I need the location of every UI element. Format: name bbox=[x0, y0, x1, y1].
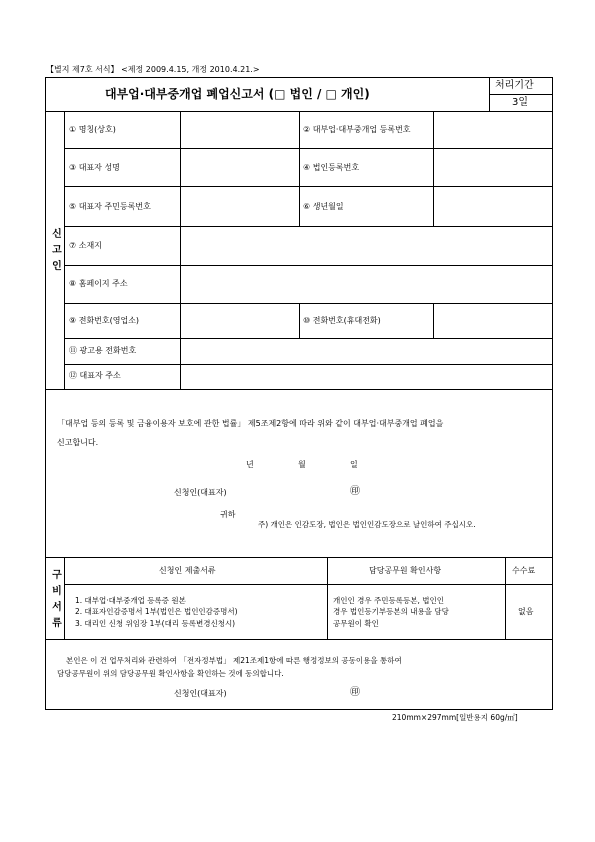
official-check-line: 개인인 경우 주민등록등본, 법인인 bbox=[333, 596, 444, 605]
advertising-phone-input[interactable] bbox=[181, 339, 552, 364]
submitted-doc-item: 3. 대리인 신청 위임장 1부(대리 등록변경신청시) bbox=[75, 619, 236, 628]
submitted-doc-item: 1. 대부업·대부중개업 등록증 원본 bbox=[75, 596, 186, 605]
fee-header: 수수료 bbox=[512, 566, 536, 575]
mobile-phone-input[interactable] bbox=[434, 304, 552, 338]
address-input[interactable] bbox=[181, 227, 552, 265]
seal-mark: ㊞ bbox=[350, 486, 360, 497]
consent-seal-mark: ㊞ bbox=[350, 687, 360, 698]
submitted-doc-item: 2. 대표자인감증명서 1부(법인은 법인인감증명서) bbox=[75, 607, 238, 616]
consent-signer-label: 신청인(대표자) bbox=[174, 689, 227, 698]
homepage-input[interactable] bbox=[181, 266, 552, 303]
business-name-input[interactable] bbox=[181, 112, 298, 148]
birth-date-input[interactable] bbox=[434, 187, 552, 226]
fee-value: 없음 bbox=[518, 607, 534, 616]
processing-period-value: 3일 bbox=[512, 97, 529, 108]
signer-label: 신청인(대표자) bbox=[174, 488, 227, 497]
field-representative-resident-number: ⑤ 대표자 주민등록번호 bbox=[69, 202, 151, 211]
consent-text-line2: 담당공무원이 위의 담당공무원 확인사항을 확인하는 것에 동의합니다. bbox=[57, 669, 284, 678]
field-registration-number: ② 대부업·대부중개업 등록번호 bbox=[303, 125, 411, 134]
declaration-text-line2: 신고합니다. bbox=[57, 438, 99, 447]
documents-fee-divider bbox=[505, 557, 506, 639]
field-homepage: ⑧ 홈페이지 주소 bbox=[69, 279, 128, 288]
form-title: 대부업·대부중개업 폐업신고서 (□ 법인 / □ 개인) bbox=[105, 87, 370, 101]
official-check-line: 경우 법인등기부등본의 내용을 담당 bbox=[333, 607, 449, 616]
mid-col-divider bbox=[299, 303, 300, 338]
field-representative-address: ⑫ 대표자 주소 bbox=[69, 371, 121, 380]
field-mobile-phone: ⑩ 전화번호(휴대전화) bbox=[303, 316, 381, 325]
documents-side-label: 구 비 서 류 bbox=[52, 570, 62, 629]
documents-col-divider bbox=[327, 557, 328, 639]
field-corporate-number: ④ 법인등록번호 bbox=[303, 163, 360, 172]
recipient-label: 귀하 bbox=[220, 510, 236, 519]
field-birth-date: ⑥ 생년월일 bbox=[303, 202, 344, 211]
field-address: ⑦ 소재지 bbox=[69, 241, 102, 250]
seal-note: 주) 개인은 인감도장, 법인은 법인인감도장으로 날인하여 주십시오. bbox=[258, 520, 476, 529]
mid-col-divider bbox=[299, 111, 300, 226]
representative-address-input[interactable] bbox=[181, 365, 552, 389]
field-representative-name: ③ 대표자 성명 bbox=[69, 163, 120, 172]
date-year-label: 년 bbox=[246, 460, 254, 469]
representative-name-input[interactable] bbox=[181, 149, 298, 186]
outer-border-left bbox=[45, 77, 46, 710]
documents-header-line bbox=[64, 584, 553, 585]
form-reference: 【별지 제7호 서식】 <제정 2009.4.15, 개정 2010.4.21.> bbox=[46, 65, 260, 74]
field-business-name: ① 명칭(상호) bbox=[69, 125, 116, 134]
documents-side-divider bbox=[64, 557, 65, 639]
outer-border-bottom bbox=[45, 709, 553, 710]
official-check-header: 담당공무원 확인사항 bbox=[369, 566, 442, 575]
field-advertising-phone: ⑪ 광고용 전화번호 bbox=[69, 346, 137, 355]
section-line bbox=[45, 389, 553, 390]
applicant-side-divider bbox=[64, 111, 65, 389]
resident-number-input[interactable] bbox=[181, 187, 298, 226]
paper-spec: 210mm×297mm[일반용지 60g/㎡] bbox=[392, 713, 518, 722]
field-office-phone: ⑨ 전화번호(영업소) bbox=[69, 316, 140, 325]
documents-top-line bbox=[45, 557, 553, 558]
declaration-text-line1: 「대부업 등의 등록 및 금융이용자 보호에 관한 법률」 제5조제2항에 따라 위와 같이 대부업·대부중개업 폐업을 bbox=[57, 419, 444, 428]
date-month-label: 월 bbox=[298, 460, 306, 469]
submitted-docs-header: 신청인 제출서류 bbox=[159, 566, 216, 575]
consent-text-line1: 본인은 이 건 업무처리와 관련하여 「전자정부법」 제21조제1항에 따른 행정정보의 공동이용을 통하여 bbox=[66, 656, 402, 665]
registration-number-input[interactable] bbox=[434, 112, 552, 148]
corporate-number-input[interactable] bbox=[434, 149, 552, 186]
documents-bottom-line bbox=[45, 639, 553, 640]
outer-border-top bbox=[45, 77, 553, 78]
official-check-line: 공무원이 확인 bbox=[333, 619, 379, 628]
outer-border-right bbox=[552, 77, 553, 710]
date-day-label: 일 bbox=[350, 460, 358, 469]
office-phone-input[interactable] bbox=[181, 304, 298, 338]
processing-period-label: 처리기간 bbox=[495, 80, 534, 91]
processing-divider bbox=[489, 94, 552, 95]
applicant-side-label: 신 고 인 bbox=[52, 229, 62, 272]
